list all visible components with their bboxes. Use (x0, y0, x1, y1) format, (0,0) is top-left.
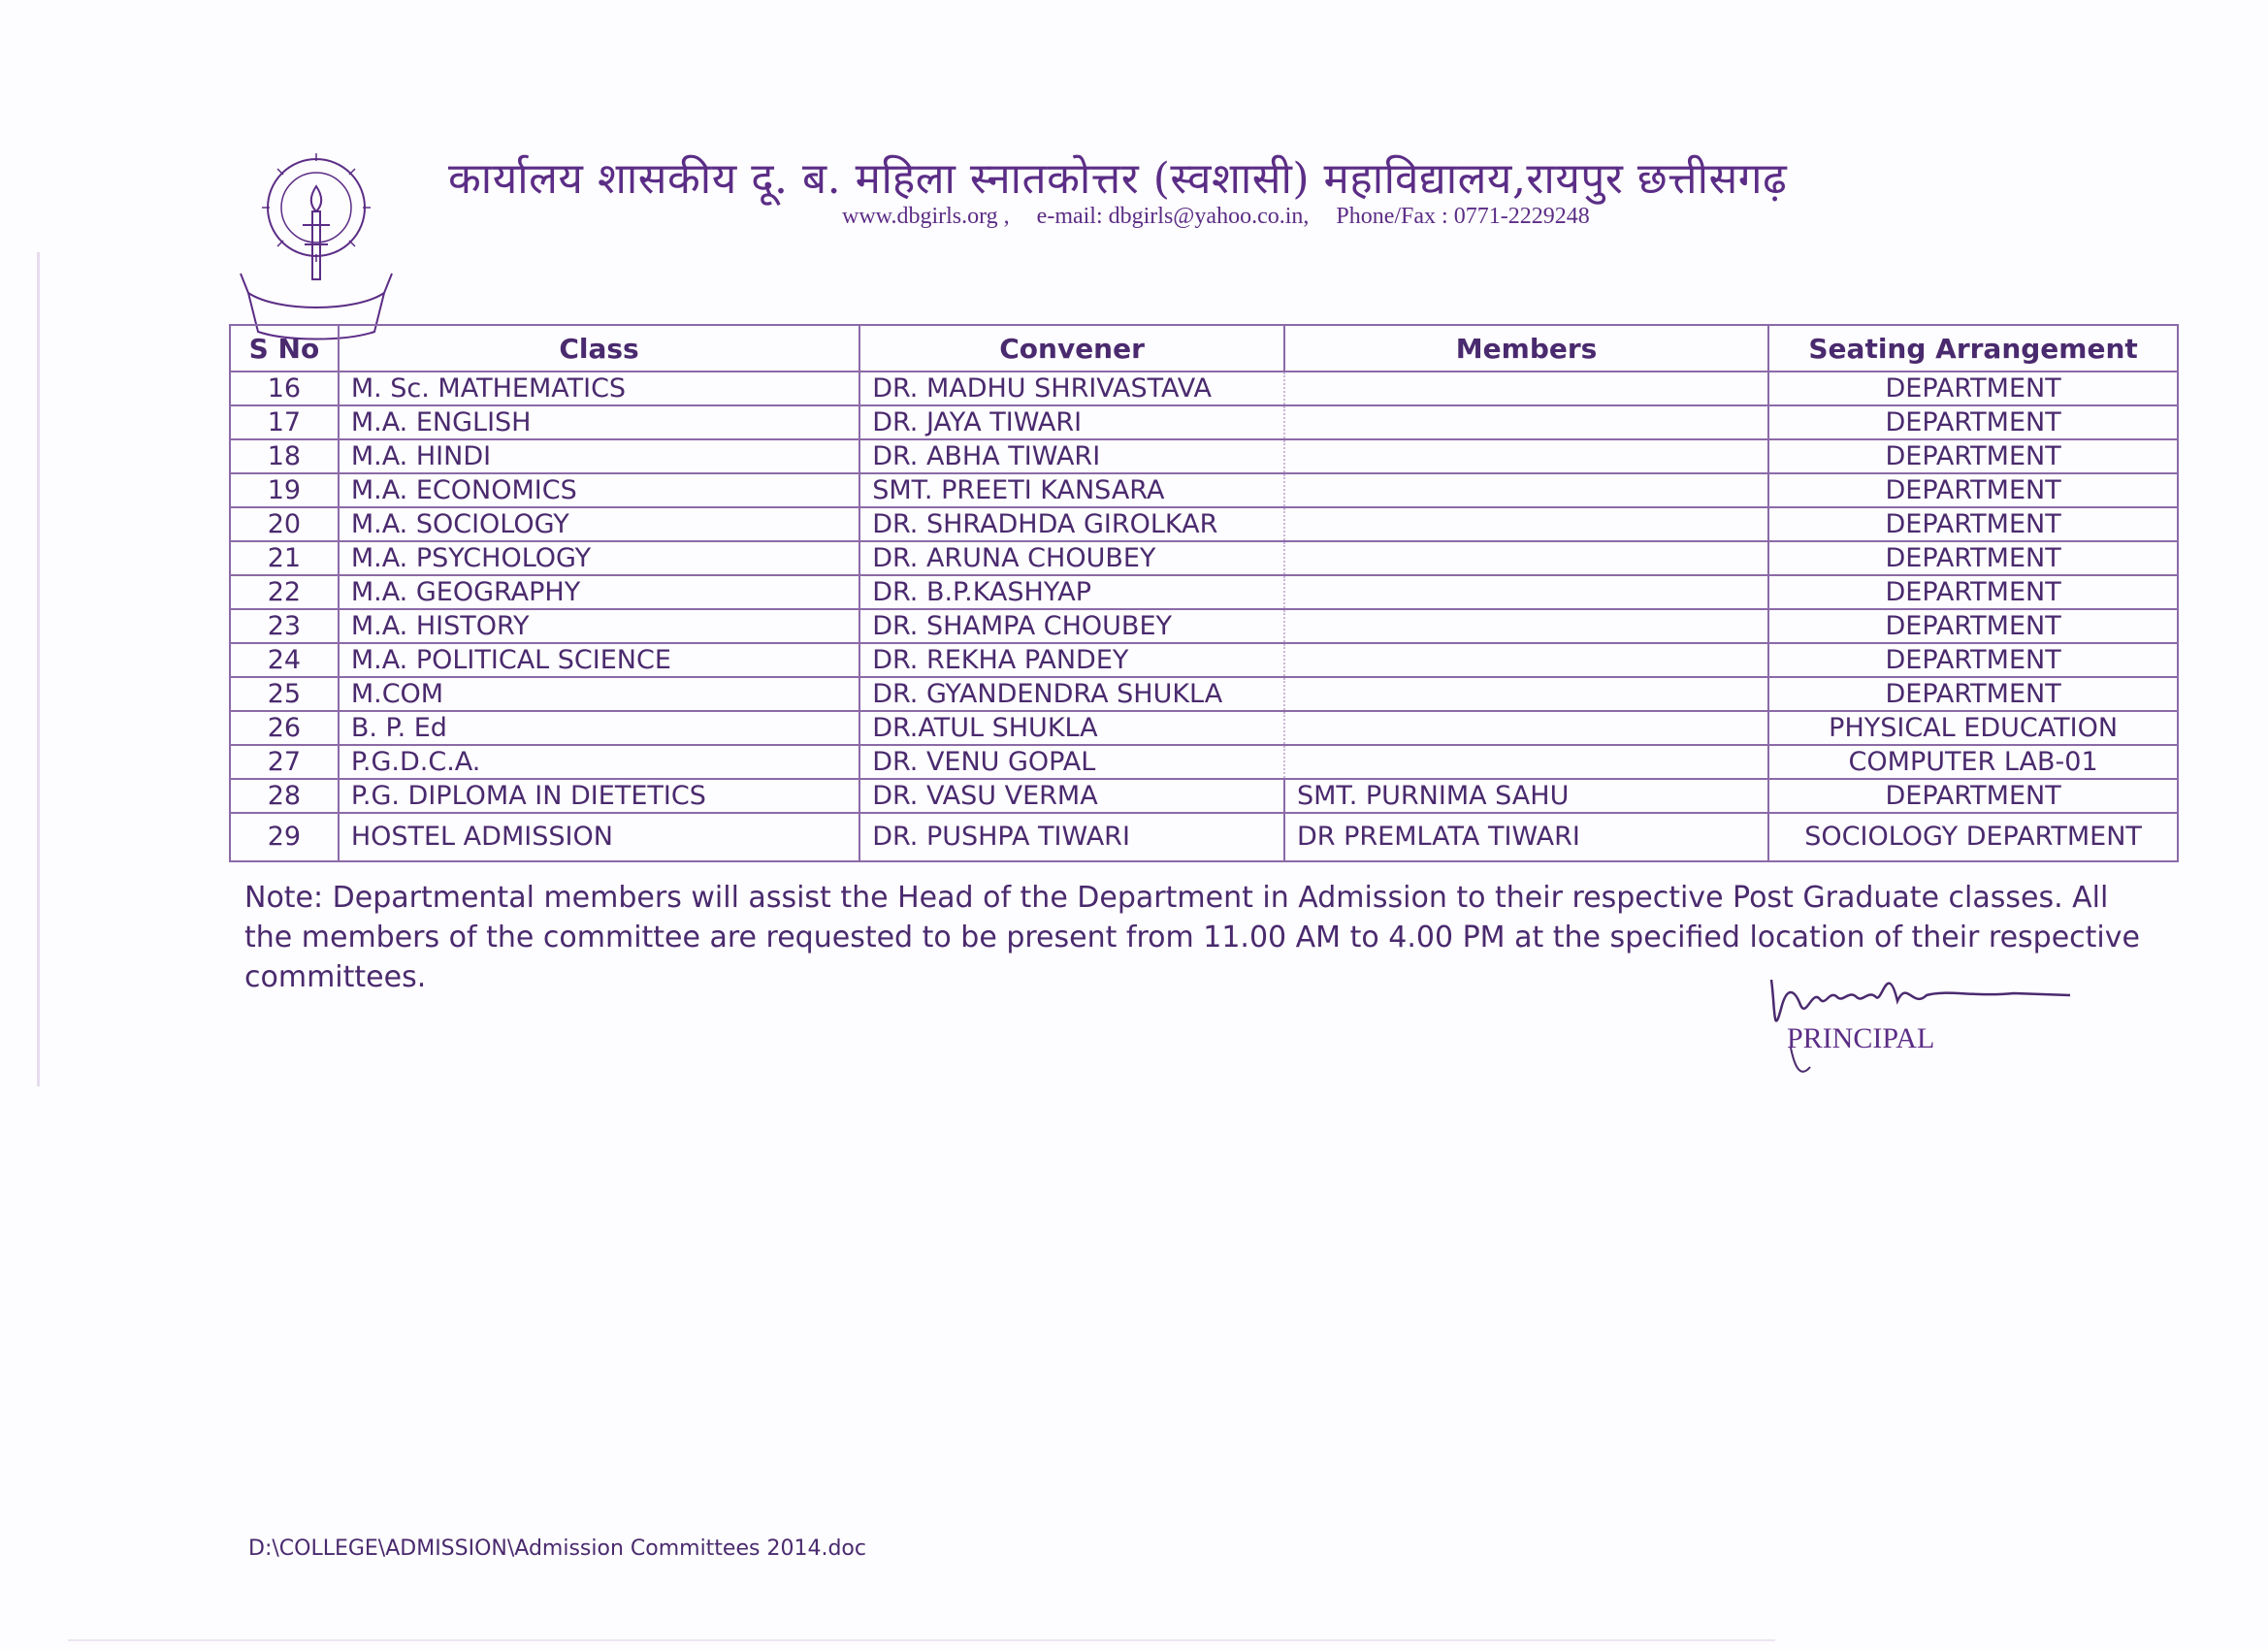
cell-members (1284, 372, 1768, 405)
table-row (230, 372, 2178, 405)
cell-convener: DR. SHAMPA CHOUBEY (859, 609, 1284, 643)
file-path-footer: D:\COLLEGE\ADMISSION\Admission Committees 2014.doc (248, 1536, 866, 1561)
cell-members (1284, 643, 1768, 677)
email-link[interactable]: e-mail: dbgirls@yahoo.co.in, (1036, 204, 1310, 229)
table-row (230, 711, 2178, 745)
cell-members (1284, 609, 1768, 643)
cell-convener: DR. SHRADHDA GIROLKAR (859, 507, 1284, 541)
table-row (230, 473, 2178, 507)
cell-seating: DEPARTMENT (1768, 473, 2178, 507)
committee-note: Note: Departmental members will assist the Head of the Department in Admission to their respective Post Graduate classes. All the members of the committee are requested to be present from 11.00 AM to 4.00 PM at the specified location of their respective committees. (244, 881, 2140, 994)
cell-sno: 29 (230, 813, 339, 861)
cell-sno: 19 (230, 473, 339, 507)
cell-class: B. P. Ed (339, 711, 859, 745)
table-row (230, 609, 2178, 643)
cell-class: P.G. DIPLOMA IN DIETETICS (339, 779, 859, 813)
cell-class: M.A. ECONOMICS (339, 473, 859, 507)
cell-members: SMT. PURNIMA SAHU (1284, 779, 1768, 813)
cell-seating: DEPARTMENT (1768, 541, 2178, 575)
cell-seating: DEPARTMENT (1768, 405, 2178, 439)
cell-convener: DR. PUSHPA TIWARI (859, 813, 1284, 861)
cell-convener: DR. GYANDENDRA SHUKLA (859, 677, 1284, 711)
college-contact (842, 204, 1611, 230)
cell-seating: DEPARTMENT (1768, 677, 2178, 711)
website-link[interactable]: www.dbgirls.org , (842, 204, 1010, 229)
cell-seating: COMPUTER LAB-01 (1768, 745, 2178, 779)
cell-class: M. Sc. MATHEMATICS (339, 372, 859, 405)
table-header-row (230, 325, 2178, 372)
cell-members (1284, 405, 1768, 439)
cell-sno: 17 (230, 405, 339, 439)
cell-class: M.A. GEOGRAPHY (339, 575, 859, 609)
table-row (230, 405, 2178, 439)
scan-bottom-line (68, 1639, 1775, 1641)
cell-convener: DR. ABHA TIWARI (859, 439, 1284, 473)
cell-convener: DR. JAYA TIWARI (859, 405, 1284, 439)
table-row (230, 439, 2178, 473)
cell-convener: DR. B.P.KASHYAP (859, 575, 1284, 609)
cell-class: M.A. SOCIOLOGY (339, 507, 859, 541)
header-members: Members (1284, 325, 1768, 372)
cell-convener: DR.ATUL SHUKLA (859, 711, 1284, 745)
cell-class: M.COM (339, 677, 859, 711)
header-class: Class (339, 325, 859, 372)
cell-members (1284, 473, 1768, 507)
cell-members (1284, 677, 1768, 711)
cell-convener: DR. VENU GOPAL (859, 745, 1284, 779)
header-sno: S No (230, 325, 339, 372)
cell-convener: DR. MADHU SHRIVASTAVA (859, 372, 1284, 405)
cell-members (1284, 745, 1768, 779)
cell-convener: DR. REKHA PANDEY (859, 643, 1284, 677)
principal-label: PRINCIPAL (1787, 1022, 1935, 1054)
cell-class: M.A. ENGLISH (339, 405, 859, 439)
phone-text: Phone/Fax : 0771-2229248 (1336, 204, 1590, 229)
cell-class: HOSTEL ADMISSION (339, 813, 859, 861)
principal-signature-icon (1762, 951, 2082, 1086)
cell-sno: 22 (230, 575, 339, 609)
table-row (230, 541, 2178, 575)
table-row (230, 643, 2178, 677)
cell-seating: DEPARTMENT (1768, 643, 2178, 677)
admission-committee-table-wrapper (229, 324, 2179, 862)
cell-seating: DEPARTMENT (1768, 779, 2178, 813)
cell-sno: 25 (230, 677, 339, 711)
table-row (230, 677, 2178, 711)
cell-members (1284, 439, 1768, 473)
cell-seating: DEPARTMENT (1768, 372, 2178, 405)
cell-seating: DEPARTMENT (1768, 609, 2178, 643)
college-emblem-icon (239, 147, 394, 341)
college-title: कार्यालय शासकीय दू. ब. महिला स्नातकोत्तर (स्वशासी) महाविद्यालय,रायपुर छत्तीसगढ़ (448, 154, 1788, 204)
cell-sno: 21 (230, 541, 339, 575)
table-row (230, 507, 2178, 541)
cell-sno: 18 (230, 439, 339, 473)
cell-members (1284, 711, 1768, 745)
cell-seating: DEPARTMENT (1768, 575, 2178, 609)
cell-class: M.A. PSYCHOLOGY (339, 541, 859, 575)
cell-convener: DR. VASU VERMA (859, 779, 1284, 813)
table-row (230, 779, 2178, 813)
cell-members (1284, 541, 1768, 575)
cell-seating: DEPARTMENT (1768, 507, 2178, 541)
cell-convener: SMT. PREETI KANSARA (859, 473, 1284, 507)
cell-seating: PHYSICAL EDUCATION (1768, 711, 2178, 745)
header-seating: Seating Arrangement (1768, 325, 2178, 372)
cell-sno: 16 (230, 372, 339, 405)
header-convener: Convener (859, 325, 1284, 372)
cell-sno: 27 (230, 745, 339, 779)
table-row (230, 813, 2178, 861)
cell-members (1284, 575, 1768, 609)
cell-convener: DR. ARUNA CHOUBEY (859, 541, 1284, 575)
cell-sno: 28 (230, 779, 339, 813)
cell-members (1284, 507, 1768, 541)
cell-class: P.G.D.C.A. (339, 745, 859, 779)
cell-class: M.A. HINDI (339, 439, 859, 473)
cell-seating: SOCIOLOGY DEPARTMENT (1768, 813, 2178, 861)
cell-sno: 26 (230, 711, 339, 745)
cell-members: DR PREMLATA TIWARI (1284, 813, 1768, 861)
table-row (230, 575, 2178, 609)
admission-committee-table (229, 324, 2179, 862)
cell-sno: 23 (230, 609, 339, 643)
cell-sno: 24 (230, 643, 339, 677)
cell-sno: 20 (230, 507, 339, 541)
scan-edge-line (37, 252, 40, 1086)
table-row (230, 745, 2178, 779)
cell-class: M.A. HISTORY (339, 609, 859, 643)
cell-class: M.A. POLITICAL SCIENCE (339, 643, 859, 677)
cell-seating: DEPARTMENT (1768, 439, 2178, 473)
